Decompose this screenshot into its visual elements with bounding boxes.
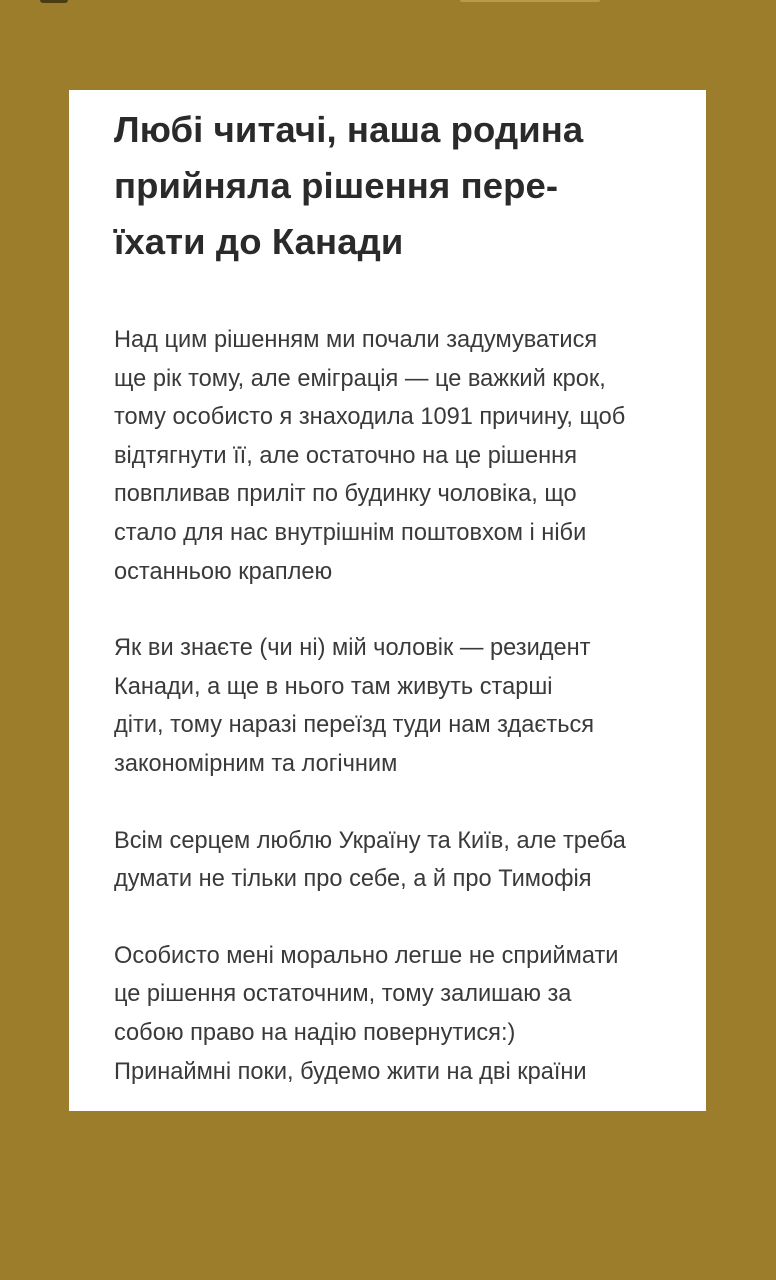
paragraph-line: діти, тому наразі переїзд туди нам здається — [114, 712, 595, 739]
title-line: прийняла рішення пере- — [114, 165, 559, 206]
story-progress-indicators — [0, 0, 776, 6]
paragraph-line: повпливав приліт по будинку чоловіка, що — [114, 481, 577, 508]
paragraph-line: Як ви знаєте (чи ні) мій чоловік — резидент — [114, 635, 591, 662]
paragraph-line: відтягнути її, але остаточно на це рішення — [114, 442, 577, 469]
story-progress-segment — [40, 0, 68, 3]
paragraph-line: Особисто мені морально легше не сприймати — [114, 942, 619, 969]
paragraph-line: останньою краплею — [114, 558, 333, 585]
paragraph-line: це рішення остаточним, тому залишаю за — [114, 981, 572, 1008]
title-line: їхати до Канади — [114, 221, 404, 262]
paragraph-line: стало для нас внутрішнім поштовхом і ніби — [114, 519, 587, 546]
paragraph — [114, 822, 668, 899]
paragraph-line: закономірним та логічним — [114, 750, 398, 777]
text-card — [69, 90, 706, 1111]
paragraph — [114, 321, 668, 591]
paragraph-line: думати не тільки про себе, а й про Тимофія — [114, 866, 592, 893]
post-body — [114, 321, 668, 1091]
paragraph — [114, 937, 668, 1091]
title-line: Любі читачі, наша родина — [114, 109, 584, 150]
paragraph-line: ще рік тому, але еміграція — це важкий крок, — [114, 365, 606, 392]
paragraph-line: Над цим рішенням ми почали задумуватися — [114, 327, 598, 353]
paragraph — [114, 629, 668, 783]
paragraph-line: Всім серцем люблю Україну та Київ, але треба — [114, 827, 626, 854]
story-progress-segment — [460, 0, 600, 2]
paragraph-line: тому особисто я знаходила 1091 причину, щоб — [114, 404, 626, 431]
paragraph-line: Канади, а ще в нього там живуть старші — [114, 673, 553, 700]
paragraph-line: собою право на надію повернутися:) — [114, 1019, 516, 1046]
post-title — [114, 102, 668, 270]
paragraph-line: Принаймні поки, будемо жити на дві країни — [114, 1058, 587, 1085]
